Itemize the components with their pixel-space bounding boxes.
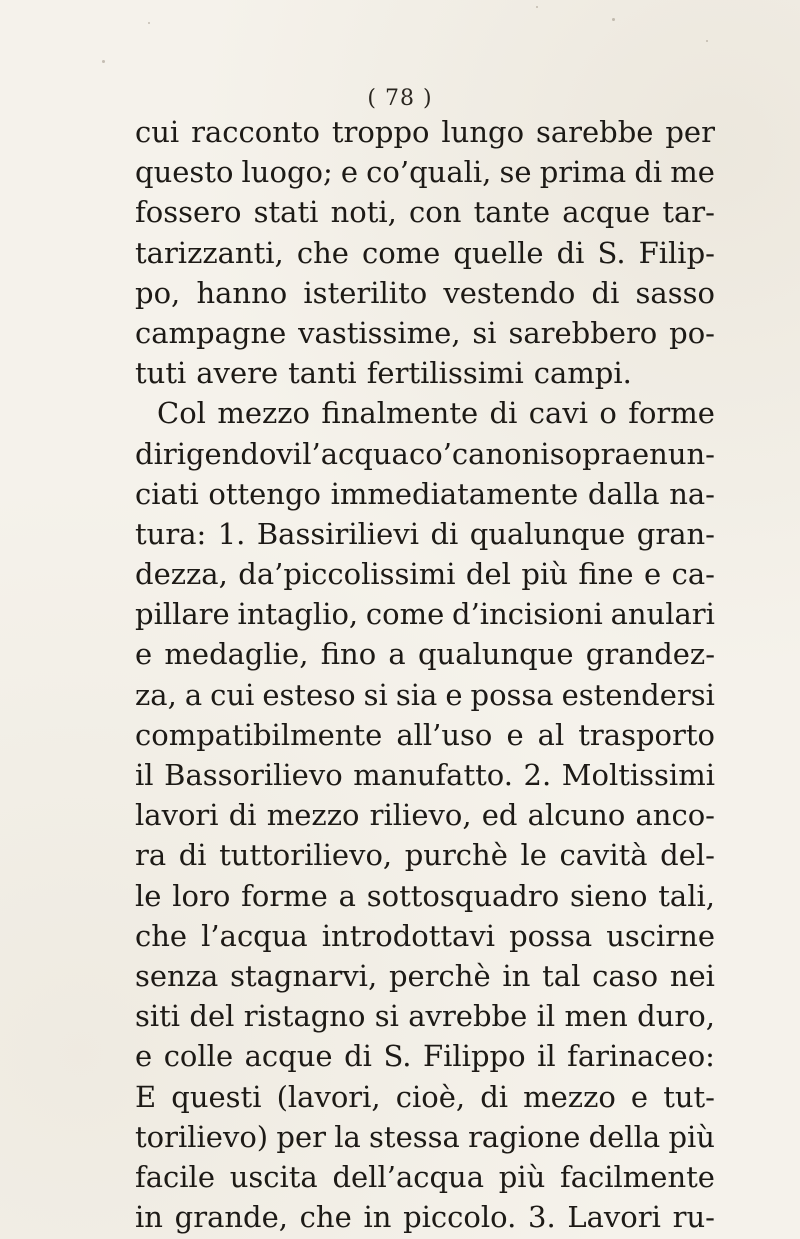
text-word: lavori — [135, 798, 219, 833]
text-word: farinaceo: — [567, 1039, 715, 1074]
text-word: manufatto. — [353, 758, 513, 792]
text-word: ca- — [671, 557, 715, 592]
text-line — [135, 1117, 715, 1157]
text-word: immediatamente — [330, 476, 579, 511]
text-word: del — [189, 999, 235, 1034]
text-word: enun- — [631, 436, 715, 471]
text-word: e — [506, 717, 524, 752]
text-word: questo — [135, 155, 234, 190]
text-word: a — [388, 637, 406, 672]
text-word: di — [228, 798, 257, 833]
text-word: avrebbe — [408, 999, 528, 1034]
text-word: cioè, — [395, 1079, 466, 1114]
text-word: intaglio, — [237, 597, 359, 632]
text-word: tante — [473, 195, 551, 230]
text-word: stessa — [369, 1119, 460, 1154]
text-word: 1. — [217, 516, 246, 551]
text-word: tanti — [288, 356, 357, 391]
text-line — [135, 393, 715, 433]
text-word: forme — [628, 396, 715, 431]
text-word: a — [184, 677, 203, 712]
text-word: che — [299, 1200, 352, 1235]
text-line — [135, 474, 715, 514]
text-word: di — [634, 155, 663, 190]
text-word: mezzo — [217, 396, 311, 431]
text-word: fino — [320, 637, 377, 672]
text-word: estendersi — [561, 677, 715, 712]
text-word: ciati — [135, 476, 199, 511]
text-word: dell’acqua — [332, 1159, 485, 1194]
text-word: Filip- — [638, 235, 715, 270]
text-word: po, — [135, 275, 181, 310]
text-word: ra — [135, 838, 167, 873]
paper-speck — [536, 6, 538, 8]
paper-speck — [706, 40, 708, 42]
text-word: facile — [135, 1159, 215, 1194]
text-line — [135, 956, 715, 996]
text-word: si — [374, 999, 399, 1034]
text-word: colle — [163, 1039, 234, 1074]
text-word: ottengo — [208, 476, 321, 511]
text-word: in — [502, 958, 531, 993]
text-word: forme — [241, 878, 328, 913]
text-word: dirigendovi — [135, 436, 303, 471]
text-word: hanno — [196, 275, 288, 310]
text-word: sasso — [635, 275, 715, 310]
text-word: Lavori — [567, 1200, 661, 1235]
paper-speck — [148, 22, 150, 24]
text-word: per — [276, 1119, 326, 1154]
text-word: mezzo — [266, 798, 360, 833]
text-word: di — [556, 235, 585, 270]
text-word: troppo — [331, 115, 430, 149]
text-word: si — [472, 315, 497, 350]
text-word: cui — [135, 115, 180, 149]
text-line — [135, 594, 715, 634]
text-word: trasporto — [578, 717, 715, 752]
text-word: S. — [597, 235, 626, 270]
text-word: più — [668, 1119, 715, 1154]
text-word: co’canoni — [409, 436, 550, 471]
text-word: tal — [542, 958, 581, 993]
text-word: ed — [481, 798, 518, 833]
text-word: Bassirilievi — [256, 516, 419, 551]
text-word: in — [363, 1200, 392, 1235]
text-word: sieno — [570, 878, 648, 913]
text-word: qualunque — [417, 637, 574, 672]
text-word: vastissime, — [298, 315, 461, 350]
text-word: medaglie, — [164, 637, 309, 672]
text-word: di — [480, 1079, 509, 1114]
text-word: luogo; — [241, 155, 333, 190]
text-word: loro — [172, 878, 231, 913]
text-word: a — [338, 878, 356, 913]
text-word: o — [599, 396, 617, 431]
text-word: d’incisioni — [452, 597, 603, 632]
text-word: del- — [660, 838, 715, 873]
text-word: tali, — [658, 878, 715, 913]
text-word: prima — [539, 155, 627, 190]
text-word: senza — [135, 958, 219, 993]
text-word: mezzo — [523, 1079, 616, 1114]
text-word: vestendo — [443, 275, 576, 310]
text-word: tura: — [135, 516, 207, 551]
text-line — [135, 1036, 715, 1076]
text-word: tarizzanti, — [135, 235, 284, 270]
text-line — [135, 996, 715, 1036]
text-word: cavità — [559, 838, 648, 873]
text-word: le — [135, 878, 162, 913]
text-word: uscirne — [606, 918, 715, 953]
text-line — [135, 554, 715, 594]
text-word: Filippo — [423, 1039, 526, 1074]
text-word: finalmente — [321, 396, 479, 431]
text-word: men — [564, 999, 628, 1034]
page-number: ( 78 ) — [367, 86, 433, 111]
text-word: campi. — [533, 356, 632, 391]
text-word: noti, — [330, 195, 397, 230]
text-word: fertilissimi — [366, 356, 524, 391]
text-word: duro, — [637, 999, 715, 1034]
text-word: sarebbe — [535, 115, 654, 149]
text-line — [135, 434, 715, 474]
paper-speck — [612, 18, 615, 21]
text-word: che — [135, 918, 188, 953]
text-word: (lavori, — [276, 1079, 381, 1114]
text-word: purchè — [404, 838, 508, 873]
text-line — [135, 152, 715, 192]
text-word: il — [536, 999, 556, 1034]
text-word: compatibilmente — [135, 717, 383, 752]
paper-speck — [102, 60, 105, 63]
text-word: facilmente — [559, 1159, 715, 1194]
text-word: l’acqua — [201, 918, 308, 953]
text-word: perchè — [388, 958, 491, 993]
text-word: e — [340, 155, 359, 190]
text-word: e — [644, 557, 662, 592]
text-word: acque — [562, 195, 651, 230]
text-word: dalla — [587, 476, 660, 511]
text-word: possa — [509, 918, 593, 953]
text-line — [135, 112, 715, 152]
text-word: del — [465, 557, 511, 592]
text-word: anco- — [635, 798, 715, 833]
text-word: fine — [578, 557, 634, 592]
text-word: po- — [669, 315, 715, 350]
text-word: dezza, — [135, 557, 228, 592]
text-word: Bassorilievo — [164, 758, 343, 792]
text-word: siti — [135, 999, 181, 1034]
text-word: se — [499, 155, 532, 190]
text-line — [135, 675, 715, 715]
text-word: acque — [244, 1039, 333, 1074]
text-word: il — [537, 1039, 556, 1074]
text-word: co’quali, — [366, 155, 492, 190]
text-line — [135, 634, 715, 674]
text-word: le — [520, 838, 547, 873]
text-word: za, — [135, 677, 177, 712]
text-word: nei — [669, 958, 715, 993]
text-word: più — [498, 1159, 546, 1194]
text-line — [135, 715, 715, 755]
text-word: e — [135, 637, 153, 672]
text-word: ragione — [468, 1119, 581, 1154]
text-word: anulari — [610, 597, 715, 632]
text-word: e — [445, 677, 463, 712]
text-word: possa — [470, 677, 554, 712]
text-word: più — [521, 557, 568, 592]
text-word: in — [135, 1200, 163, 1235]
text-word: S. — [383, 1039, 412, 1074]
text-word: quelle — [453, 235, 544, 270]
text-word: isterilito — [303, 275, 428, 310]
text-line — [135, 755, 715, 795]
text-line — [135, 835, 715, 875]
text-line — [135, 273, 715, 313]
text-word: 2. — [523, 758, 552, 792]
text-word: uscita — [229, 1159, 318, 1194]
text-line — [135, 313, 715, 353]
text-line — [135, 876, 715, 916]
text-word: lungo — [441, 115, 525, 149]
text-word: l’acqua — [302, 436, 409, 471]
text-word: della — [588, 1119, 661, 1154]
text-word: cavi — [528, 396, 588, 431]
text-word: qualunque — [469, 516, 626, 551]
text-word: tut- — [663, 1079, 715, 1114]
text-word: come — [361, 235, 441, 270]
text-word: gran- — [636, 516, 715, 551]
text-word: introdottavi — [321, 918, 495, 953]
text-word: racconto — [191, 115, 320, 149]
text-word: sopra — [549, 436, 632, 471]
text-word: di — [178, 838, 207, 873]
text-word: sia — [395, 677, 438, 712]
text-word: di — [489, 396, 518, 431]
text-word: avere — [196, 356, 279, 391]
text-word: tuti — [135, 356, 187, 391]
text-word: me — [670, 155, 715, 190]
text-word: all’uso — [396, 717, 493, 752]
text-word: na- — [669, 476, 715, 511]
text-word: fossero — [135, 195, 242, 230]
text-line — [135, 233, 715, 273]
text-word: si — [363, 677, 388, 712]
text-word: torilievo) — [135, 1119, 269, 1154]
text-word: pillare — [135, 597, 230, 632]
text-line — [135, 1197, 715, 1237]
text-word: rilievo, — [369, 798, 472, 833]
text-word: di — [344, 1039, 372, 1074]
text-word: campagne — [135, 315, 287, 350]
text-word: di — [591, 275, 620, 310]
text-word: per — [665, 115, 715, 149]
text-word: sarebbero — [508, 315, 658, 350]
text-word: Moltissimi — [561, 758, 715, 792]
text-line — [135, 514, 715, 554]
text-line — [135, 795, 715, 835]
text-word: stati — [253, 195, 319, 230]
text-word: ristagno — [243, 999, 366, 1034]
text-word: come — [365, 597, 445, 632]
text-word: grande, — [174, 1200, 288, 1235]
text-word: e — [630, 1079, 649, 1114]
text-word: il — [135, 758, 154, 792]
text-word: con — [409, 195, 462, 230]
text-word: caso — [592, 958, 659, 993]
text-word: sottosquadro — [366, 878, 560, 913]
text-word: cui — [210, 677, 255, 712]
text-word: stagnarvi, — [230, 958, 378, 993]
text-word: 3. — [528, 1200, 556, 1235]
text-word: al — [537, 717, 565, 752]
text-line — [135, 1077, 715, 1117]
text-word: da’piccolissimi — [238, 557, 456, 592]
text-word: E — [135, 1079, 157, 1114]
text-word: di — [430, 516, 459, 551]
text-word: ru- — [672, 1200, 715, 1235]
text-word: Col — [157, 396, 206, 431]
text-word: esteso — [262, 677, 356, 712]
body-text — [135, 112, 715, 1237]
text-line — [135, 192, 715, 232]
text-word: alcuno — [527, 798, 626, 833]
text-line — [135, 916, 715, 956]
text-word: tuttorilievo, — [219, 838, 393, 873]
text-word: e — [135, 1039, 153, 1074]
text-word: questi — [171, 1079, 262, 1114]
text-line — [135, 1157, 715, 1197]
text-word: piccolo. — [403, 1200, 517, 1235]
text-word: tar- — [662, 195, 715, 230]
text-word: grandez- — [585, 637, 715, 672]
text-line — [135, 353, 715, 393]
text-word: che — [296, 235, 349, 270]
text-word: la — [334, 1119, 361, 1154]
